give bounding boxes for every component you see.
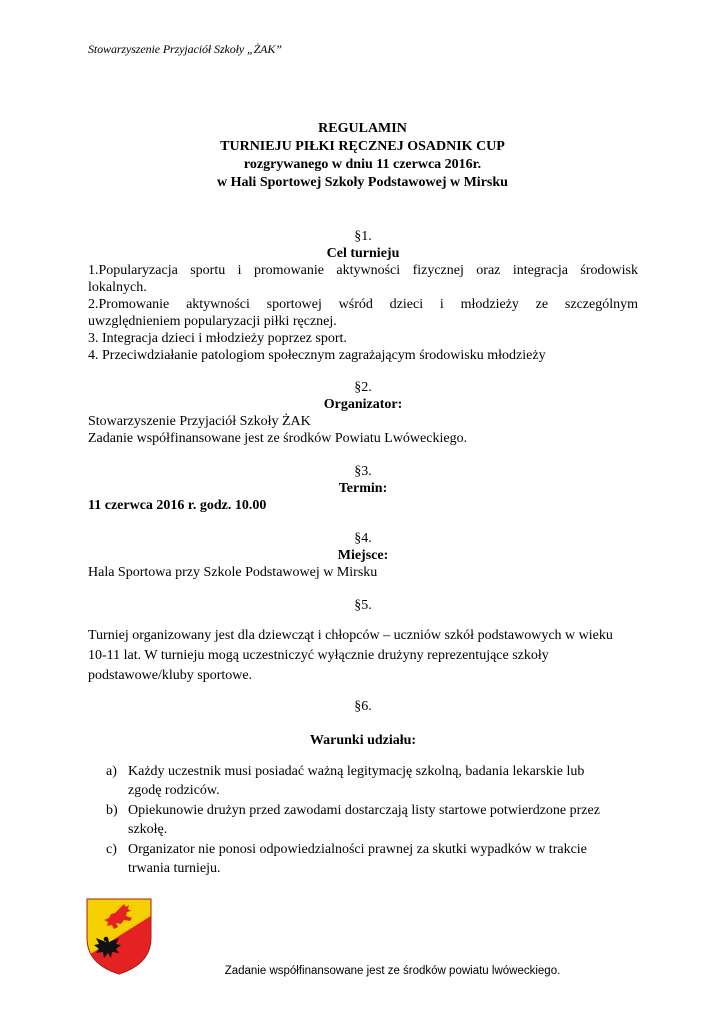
- section-3-heading: Termin:: [338, 481, 388, 496]
- section-2: [88, 379, 638, 447]
- section-5-line-1: Turniej organizowany jest dla dziewcząt i chłopców – uczniów szkół podstawowych w wieku: [88, 628, 613, 643]
- title-line-3: rozgrywanego w dniu 11 czerwca 2016r.: [243, 157, 482, 172]
- section-1-item-1a: 1.Popularyzacja sportu i promowanie aktywności fizycznej oraz integracja środowisk: [88, 263, 638, 278]
- section-2-line-1: Stowarzyszenie Przyjaciół Szkoły ŻAK: [88, 414, 311, 429]
- list-item: [88, 801, 638, 839]
- section-1-item-3: 3. Integracja dzieci i młodzieży poprzez sport.: [88, 331, 347, 346]
- list-marker: c): [106, 842, 117, 857]
- section-2-number: §2.: [354, 380, 372, 395]
- section-2-line-2: Zadanie współfinansowane jest ze środków Powiatu Lwóweckiego.: [88, 431, 468, 446]
- document-title: [0, 120, 725, 192]
- section-5-line-3: podstawowe/kluby sportowe.: [88, 668, 253, 683]
- list-item-line-1: Opiekunowie drużyn przed zawodami dostarczają listy startowe potwierdzone przez: [128, 803, 600, 818]
- list-marker: b): [106, 803, 118, 818]
- section-6-number: §6.: [354, 699, 372, 714]
- section-1-number: §1.: [354, 229, 372, 244]
- list-item: [88, 762, 638, 800]
- section-1-heading: Cel turnieju: [326, 246, 400, 261]
- section-5-number-wrap: [88, 597, 638, 614]
- section-3: [88, 463, 638, 514]
- header-org-name: Stowarzyszenie Przyjaciół Szkoły „ŻAK”: [88, 42, 282, 56]
- section-1-item-4: 4. Przeciwdziałanie patologiom społecznym zagrażającym środowisku młodzieży: [88, 348, 546, 363]
- section-1-item-2a: 2.Promowanie aktywności sportowej wśród dzieci i młodzieży ze szczególnym: [88, 297, 638, 312]
- section-5-number: §5.: [354, 598, 372, 613]
- list-item-line-1: Organizator nie ponosi odpowiedzialności prawnej za skutki wypadków w trakcie: [128, 842, 587, 857]
- section-4-value: Hala Sportowa przy Szkole Podstawowej w Mirsku: [88, 565, 378, 580]
- list-item-line-2: trwania turnieju.: [128, 861, 221, 876]
- list-item-line-1: Każdy uczestnik musi posiadać ważną legitymację szkolną, badania lekarskie lub: [128, 764, 585, 779]
- conditions-list: [88, 762, 638, 879]
- title-line-1: REGULAMIN: [318, 121, 407, 136]
- title-line-4: w Hali Sportowej Szkoły Podstawowej w Mirsku: [217, 175, 508, 190]
- section-1-item-2b: uwzględnieniem popularyzacji piłki ręcznej.: [88, 314, 337, 329]
- section-5-line-2: 10-11 lat. W turnieju mogą uczestniczyć wyłącznie drużyny reprezentujące szkoły: [88, 648, 549, 663]
- section-4-heading: Miejsce:: [337, 548, 389, 563]
- section-4-number: §4.: [354, 531, 372, 546]
- section-1-item-1b: lokalnych.: [88, 280, 147, 295]
- footer-funding-note: Zadanie współfinansowane jest ze środków powiatu lwóweckiego.: [224, 965, 561, 977]
- section-3-number: §3.: [354, 464, 372, 479]
- section-6-number-wrap: [88, 698, 638, 715]
- coat-of-arms-icon: [84, 896, 154, 976]
- section-2-heading: Organizator:: [323, 397, 403, 412]
- title-line-2: TURNIEJU PIŁKI RĘCZNEJ OSADNIK CUP: [220, 139, 505, 154]
- list-marker: a): [106, 764, 117, 779]
- list-item-line-2: szkołę.: [128, 822, 168, 837]
- section-6-heading-wrap: [88, 732, 638, 749]
- section-1: [88, 228, 638, 364]
- section-3-value: 11 czerwca 2016 r. godz. 10.00: [88, 498, 267, 513]
- section-4: [88, 530, 638, 581]
- list-item-line-2: zgodę rodziców.: [128, 783, 220, 798]
- section-6-heading: Warunki udziału:: [309, 733, 417, 748]
- list-item: [88, 840, 638, 878]
- section-5-body: [88, 626, 638, 686]
